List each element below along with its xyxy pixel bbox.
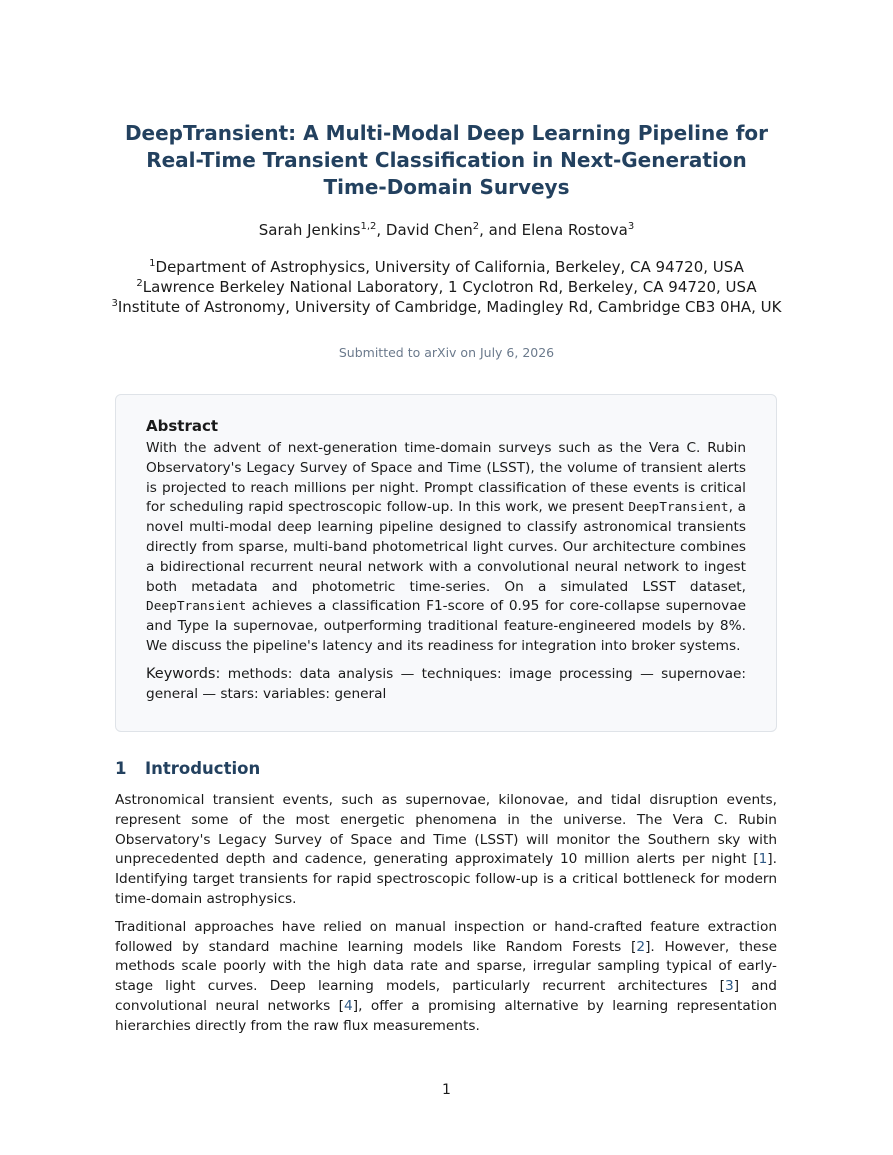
author-separator: ,	[376, 221, 386, 239]
affiliation-marker: 3	[111, 298, 118, 309]
title-line: Real-Time Transient Classification in Next-Generation	[146, 148, 747, 172]
author-affil-marker: 1,2	[360, 221, 377, 232]
author-name: Elena Rostova	[521, 221, 628, 239]
abstract-text-part: With the advent of next-generation time-domain surveys such as the Vera C. Rubin Observatory's Legacy Survey of Space and Time (LSST), the volume of transient alerts is projected to reach millions per night. Prompt classification of these events is critical for scheduling rapid spectroscopic follow-up. In this work, we present	[146, 440, 746, 516]
abstract-text-part: achieves a classification F1-score of 0.95 for core-collapse supernovae and Type Ia supernovae, outperforming traditional feature-engineered models by 8%. We discuss the pipeline's latency and its readiness for integration into broker systems.	[146, 598, 746, 654]
paragraph-text: ]. However, these methods scale poorly with the high data rate and sparse, irregular sampling typical of early-stage light curves. Deep learning models, particularly recurrent architectures [	[115, 938, 777, 995]
abstract-text-part: , a novel multi-modal deep learning pipeline designed to classify astronomical transients directly from sparse, multi-band photometrical light curves. Our architecture combines a bidirectional recurrent neural network with a convolutional neural network to ingest both metadata and photometric time-series. On a simulated LSST dataset,	[146, 499, 746, 595]
affiliation	[100, 297, 793, 317]
affiliation-text: Institute of Astronomy, University of Cambridge, Madingley Rd, Cambridge CB3 0HA, UK	[117, 298, 782, 316]
keywords	[146, 665, 746, 705]
citation-link[interactable]: 2	[636, 938, 646, 955]
author-name: Sarah Jenkins	[258, 221, 361, 239]
keywords-text: methods: data analysis — techniques: image processing — supernovae: general — stars: variables: general	[146, 665, 746, 702]
abstract-text	[146, 439, 746, 657]
paragraph-text: Astronomical transient events, such as supernovae, kilonovae, and tidal disruption events, represent some of the most energetic phenomena in the universe. The Vera C. Rubin Observatory's Legacy Survey of Space and Time (LSST) will monitor the Southern sky with unprecedented depth and cadence, generating approximately 10 million alerts per night [	[115, 792, 777, 868]
author-affil-marker: 2	[472, 221, 480, 232]
abstract-heading: Abstract	[146, 417, 219, 435]
section-number: 1	[115, 759, 127, 778]
section-body	[115, 791, 777, 1045]
citation-link[interactable]: 3	[725, 978, 734, 995]
abstract-box	[115, 394, 777, 732]
code-term: DeepTransient	[628, 500, 729, 516]
title-line: Time-Domain Surveys	[323, 175, 570, 199]
paragraph-text: Traditional approaches have relied on manual inspection or hand-crafted feature extraction followed by standard machine learning models like Random Forests [	[115, 918, 777, 955]
citation-link[interactable]: 1	[758, 851, 768, 868]
page-number: 1	[442, 1082, 451, 1098]
affiliation	[100, 277, 793, 297]
author-separator: , and	[479, 221, 522, 239]
author-name: David Chen	[385, 221, 473, 239]
keywords-label: Keywords:	[146, 665, 221, 682]
paragraph-text: ] and convolutional neural networks [	[115, 978, 777, 1014]
affiliation-text: Department of Astrophysics, University of California, Berkeley, CA 94720, USA	[155, 258, 744, 276]
affiliation-marker: 2	[136, 278, 143, 289]
paragraph-text: ]. Identifying target transients for rapid spectroscopic follow-up is a critical bottleneck for modern time-domain astrophysics.	[115, 851, 777, 907]
affiliation-list	[100, 257, 793, 317]
submission-date: Submitted to arXiv on July 6, 2026	[338, 345, 555, 360]
paper-title	[110, 120, 783, 201]
paragraph	[115, 918, 777, 1037]
title-line: DeepTransient: A Multi-Modal Deep Learning Pipeline for	[124, 121, 769, 145]
affiliation	[100, 257, 793, 277]
code-term: DeepTransient	[146, 599, 247, 615]
affiliation-text: Lawrence Berkeley National Laboratory, 1 Cyclotron Rd, Berkeley, CA 94720, USA	[142, 278, 757, 296]
affiliation-marker: 1	[149, 258, 156, 269]
section-title: Introduction	[145, 759, 261, 778]
citation-link[interactable]: 4	[344, 997, 353, 1014]
author-list	[110, 220, 783, 240]
section-heading	[115, 758, 260, 780]
author-affil-marker: 3	[627, 221, 635, 232]
paragraph-text: ], offer a promising alternative by learning representation hierarchies directly from the raw flux measurements.	[115, 997, 777, 1034]
paragraph	[115, 791, 777, 910]
